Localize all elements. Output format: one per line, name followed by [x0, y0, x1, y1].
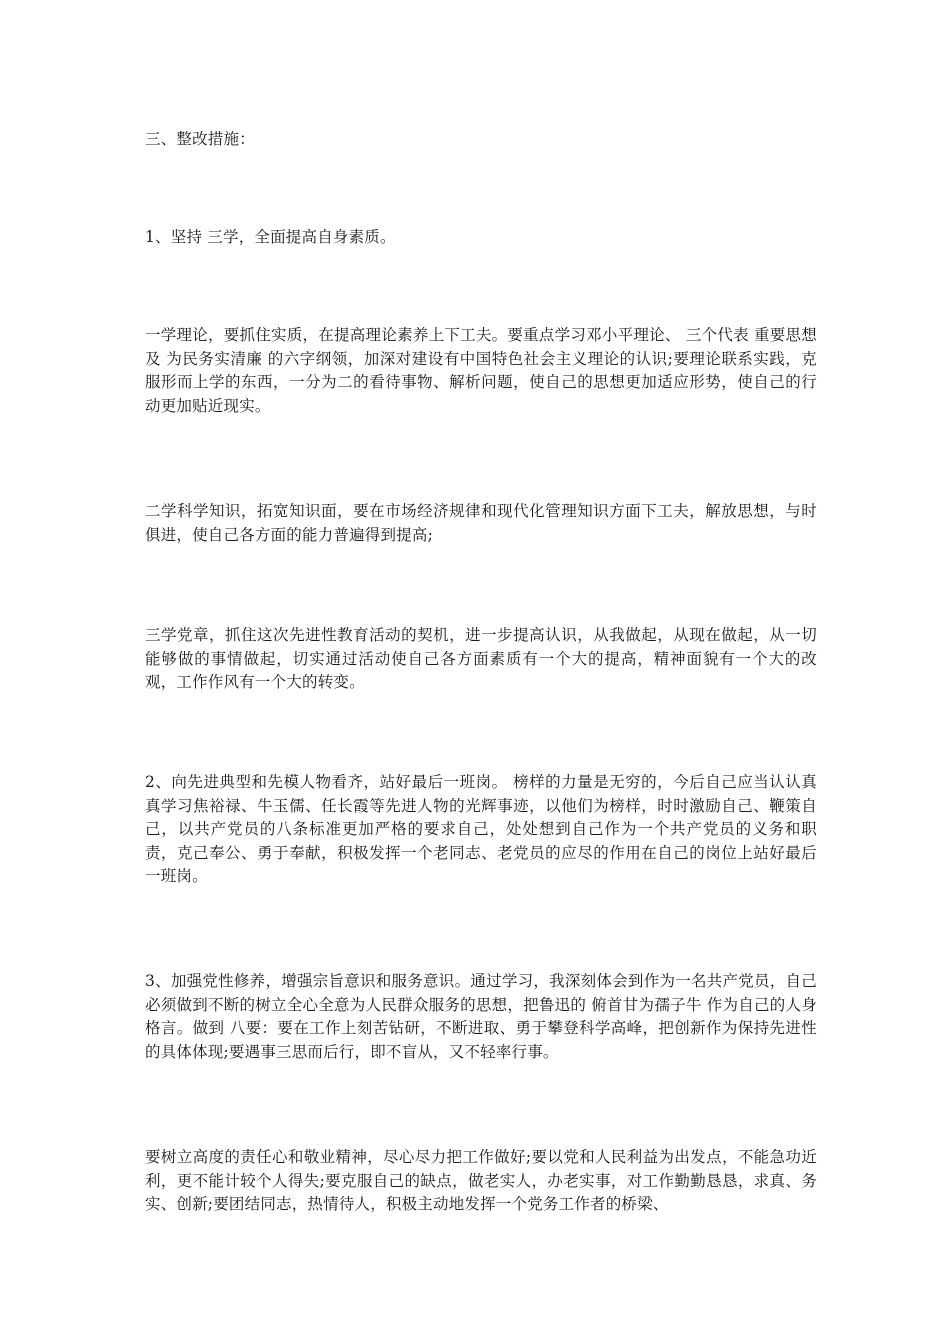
paragraph-study-science: 二学科学知识，拓宽知识面，要在市场经济规律和现代化管理知识方面下工夫，解放思想，与时俱进，使自己各方面的能力普遍得到提高;	[145, 502, 817, 544]
measure-item-3: 3、加强党性修养，增强宗旨意识和服务意识。通过学习，我深刻体会到作为一名共产党员，自己必须做到不断的树立全心全意为人民群众服务的思想，把鲁迅的 俯首甘为孺子牛 作为自己的人身格言。做到 八要：要在工作上刻苦钻研，不断进取、勇于攀登科学高峰，把创新作为保持先进性的具体体现;要遇事三思而后行，即不盲从，又不轻率行事。	[145, 972, 817, 1061]
measure-item-2: 2、向先进典型和先模人物看齐，站好最后一班岗。 榜样的力量是无穷的，今后自己应当认认真真学习焦裕禄、牛玉儒、任长霞等先进人物的光辉事迹，以他们为榜样，时时激励自己、鞭策自己，以共产党员的八条标准更加严格的要求自己，处处想到自己作为一个共产党员的义务和职责，克己奉公、勇于奉献，积极发挥一个老同志、老党员的应尽的作用在自己的岗位上站好最后一班岗。	[145, 773, 817, 885]
measure-item-1: 1、坚持 三学，全面提高自身素质。	[145, 228, 396, 246]
paragraph-study-theory: 一学理论，要抓住实质，在提高理论素养上下工夫。要重点学习邓小平理论、 三个代表 重要思想及 为民务实清廉 的六字纲领，加深对建设有中国特色社会主义理论的认识;要理论联系实践，克服形而上学的东西，一分为二的看待事物、解析问题，使自己的思想更加适应形势，使自己的行动更加贴近现实。	[145, 326, 817, 415]
paragraph-responsibility: 要树立高度的责任心和敬业精神，尽心尽力把工作做好;要以党和人民利益为出发点，不能急功近利，更不能计较个人得失;要克服自己的缺点，做老实人，办老实事，对工作勤勤恳恳，求真、务实、创新;要团结同志，热情待人，积极主动地发挥一个党务工作者的桥梁、	[145, 1148, 817, 1213]
section-heading: 三、整改措施：	[145, 130, 255, 148]
paragraph-study-charter: 三学党章，抓住这次先进性教育活动的契机，进一步提高认识，从我做起，从现在做起，从一切能够做的事情做起，切实通过活动使自己各方面素质有一个大的提高，精神面貌有一个大的改观，工作作风有一个大的转变。	[145, 626, 817, 691]
